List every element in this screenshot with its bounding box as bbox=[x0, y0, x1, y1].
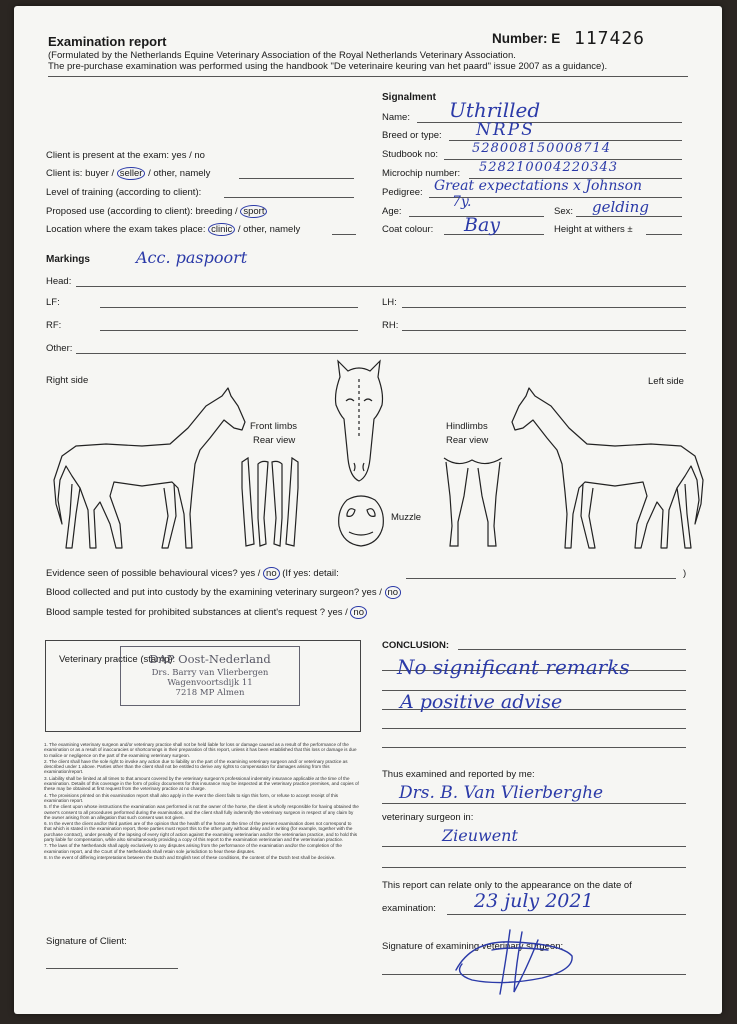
horse-muzzle-drawing bbox=[337, 492, 385, 548]
age-label: Age: bbox=[382, 206, 402, 217]
left-side-label: Left side bbox=[648, 376, 684, 387]
examined-by-label: Thus examined and reported by me: bbox=[382, 769, 535, 780]
stamp-line-1: DAP Oost-Nederland bbox=[149, 652, 271, 666]
stamp-line-3: Wagenvoortsdijk 11 bbox=[167, 678, 253, 688]
client-role-prefix: Client is: buyer / bbox=[46, 168, 115, 179]
other-label: Other: bbox=[46, 343, 73, 354]
practice-stamp bbox=[120, 646, 300, 706]
conclusion-heading: CONCLUSION: bbox=[382, 640, 450, 651]
report-subtitle-1: (Formulated by the Netherlands Equine Veterinary Association of the Royal Netherlands Veterinary Association. bbox=[48, 50, 516, 61]
right-side-label: Right side bbox=[46, 375, 89, 386]
report-number: 117426 bbox=[574, 28, 646, 49]
examination-report-sheet bbox=[14, 6, 722, 1014]
hind-rear-view-label: Rear view bbox=[446, 435, 489, 446]
stamp-line-4: 7218 MP Almen bbox=[175, 688, 245, 698]
behavioural-vices-answer: no bbox=[263, 567, 280, 580]
height-label: Height at withers ± bbox=[554, 224, 633, 235]
terms-clause: 7. The laws of the Netherlands shall apply exclusively to any disputes arising from the performance of the examination and/or the completion of the examination report, and the Court of the Netherlands shall retain sole jurisdiction to hear these disputes. bbox=[44, 843, 342, 854]
lf-label: LF: bbox=[46, 297, 60, 308]
client-signature-label: Signature of Client: bbox=[46, 936, 127, 947]
hind-limbs-rear-view-drawing bbox=[442, 456, 504, 550]
markings-heading: Markings bbox=[46, 254, 90, 265]
behavioural-vices-question bbox=[46, 568, 339, 579]
lh-label: LH: bbox=[382, 297, 397, 308]
blood-tested-prefix: Blood sample tested for prohibited substances at client's request ? yes / bbox=[46, 607, 348, 618]
report-number-label: Number: E bbox=[492, 31, 561, 46]
front-limbs-rear-view-drawing bbox=[240, 458, 300, 550]
sex-value: gelding bbox=[592, 198, 649, 216]
exam-location-prefix: Location where the exam takes place: bbox=[46, 224, 206, 235]
terms-clause: 8. In the event of differing interpretations between the Dutch and English text of these conditions, the content of the Dutch text shall be decisive. bbox=[44, 854, 336, 860]
exam-location-circled: clinic bbox=[208, 223, 235, 236]
pedigree-label: Pedigree: bbox=[382, 187, 423, 198]
sex-label: Sex: bbox=[554, 206, 574, 217]
terms-clause: 6. In the event the client and/or third parties are of the opinion that the health of the horse at the time of the present examination does not correspond to that which is stated in the examination report, these parties must report this to the other party without delay and in writing (for example, together with the purchase contract), under penalty of the lapsing of every right of action against the examining veterinarian and/or the veterinarian practice, and to hold this party liable for compensation, while also simultaneously providing a copy of this report to the examination veterinarian and the veterinarian practice. bbox=[44, 821, 358, 843]
rf-label: RF: bbox=[46, 320, 62, 331]
coat-value: Bay bbox=[464, 214, 501, 236]
pedigree-value: Great expectations x Johnson bbox=[434, 178, 643, 194]
report-relate-text: This report can relate only to the appearance on the date of bbox=[382, 880, 632, 891]
proposed-use-prefix: Proposed use (according to client): breeding / bbox=[46, 206, 238, 217]
horse-right-side-drawing bbox=[50, 384, 250, 554]
training-level: Level of training (according to client): bbox=[46, 187, 202, 198]
terms-clause: 1. The examining veterinary surgeon and/or veterinary practice shall not be held liable for loss or damage caused as a result of the performance of the examination or as a result of inaccuracies or shortcomings in their preparation of this report, unless it has been established that this loss or damage is due to malice or negligence on the part of the examining veterinary surgeon. bbox=[44, 742, 357, 758]
terms-clause: 2. The client shall have the sole right to invoke any action due to liability on the part of the examining veterinary surgeon and/ or veterinary practice as described under 1 above. Parties other than the client shall not be entitled to derive any rights to compensation for damages arising from this examination/report. bbox=[44, 758, 348, 775]
report-subtitle-2: The pre-purchase examination was performed using the handbook "De veterinaire keuring van het paard" issue 2007 as a guidance). bbox=[48, 61, 608, 72]
front-limbs-label: Front limbs bbox=[250, 421, 297, 432]
age-value: 7y. bbox=[452, 194, 472, 210]
microchip-label: Microchip number: bbox=[382, 168, 461, 179]
blood-custody-question bbox=[46, 587, 401, 598]
exam-location-suffix: / other, namely bbox=[237, 224, 301, 235]
terms-clause: 4. The provisions printed on this examination report shall also apply in the event the client fails to sign this form, or refuse to accept receipt of this examination report. bbox=[44, 792, 339, 803]
microchip-value: 528210004220343 bbox=[479, 160, 619, 175]
front-rear-view-label: Rear view bbox=[253, 435, 296, 446]
signalment-heading: Signalment bbox=[382, 92, 436, 103]
horse-left-side-drawing bbox=[507, 384, 707, 554]
client-role-circled: seller bbox=[117, 167, 146, 180]
vet-signature-label: Signature of examining veterinary surgeon: bbox=[382, 941, 564, 952]
stamp-label: Veterinary practice (stamp): bbox=[59, 654, 176, 665]
client-role-suffix: / other, namely bbox=[148, 168, 211, 179]
name-label: Name: bbox=[382, 112, 410, 123]
conclusion-line-2: A positive advise bbox=[400, 691, 563, 713]
exam-location bbox=[46, 224, 300, 235]
examiner-name: Drs. B. Van Vlierberghe bbox=[399, 783, 604, 803]
client-present: Client is present at the exam: yes / no bbox=[46, 150, 205, 161]
vet-signature bbox=[452, 920, 582, 1000]
studbook-value: 528008150008714 bbox=[472, 141, 612, 156]
head-label: Head: bbox=[46, 276, 72, 287]
terms-clause: 5. If the client upon whose instructions the examination was performed is not the owner of the horse, the client is wholly responsible for having obtained the owner's consent to all procedures performed during the examination, and the client shall fully indemnify the veterinary surgeon in respect of any claim by the owner arising from an allegation that such consent was not given. bbox=[44, 804, 359, 820]
breed-value: NRPS bbox=[476, 120, 535, 140]
behavioural-vices-prefix: Evidence seen of possible behavioural vices? yes / bbox=[46, 568, 261, 579]
terms-and-conditions bbox=[44, 742, 360, 861]
stamp-line-2: Drs. Barry van Vlierbergen bbox=[151, 668, 269, 678]
conclusion-line-1: No significant remarks bbox=[397, 655, 630, 679]
blood-custody-prefix: Blood collected and put into custody by the examining veterinary surgeon? yes / bbox=[46, 587, 382, 598]
blood-tested-answer: no bbox=[350, 606, 367, 619]
proposed-use-circled: sport bbox=[240, 205, 267, 218]
report-title: Examination report bbox=[48, 34, 167, 49]
examination-date: 23 july 2021 bbox=[474, 890, 594, 912]
blood-tested-question bbox=[46, 607, 367, 618]
coat-label: Coat colour: bbox=[382, 224, 434, 235]
rh-label: RH: bbox=[382, 320, 399, 331]
horse-name: Uthrilled bbox=[449, 98, 541, 122]
hind-limbs-label: Hindlimbs bbox=[446, 421, 488, 432]
examination-date-label: examination: bbox=[382, 903, 436, 914]
behavioural-vices-suffix: (If yes: detail: bbox=[282, 568, 339, 579]
blood-custody-answer: no bbox=[385, 586, 402, 599]
horse-head-front-drawing bbox=[334, 359, 384, 485]
behavioural-vices-close: ) bbox=[683, 568, 687, 579]
surgeon-in-label: veterinary surgeon in: bbox=[382, 812, 474, 823]
muzzle-label: Muzzle bbox=[391, 512, 422, 523]
markings-note: Acc. paspoort bbox=[136, 248, 248, 267]
studbook-label: Studbook no: bbox=[382, 149, 438, 160]
breed-label: Breed or type: bbox=[382, 130, 442, 141]
client-role bbox=[46, 168, 210, 179]
surgeon-location: Zieuwent bbox=[442, 826, 518, 845]
terms-clause: 3. Liability shall be limited at all times to that amount covered by the veterinary surgeon's professional indemnity insurance applicable at the time of the examination. Details of this coverage in the form of policy documents for this insurance may be inspected at the veterinary practice premises, and copies of these may be obtained at first request from the veterinary practice at no charge. bbox=[44, 775, 359, 792]
proposed-use bbox=[46, 206, 267, 217]
